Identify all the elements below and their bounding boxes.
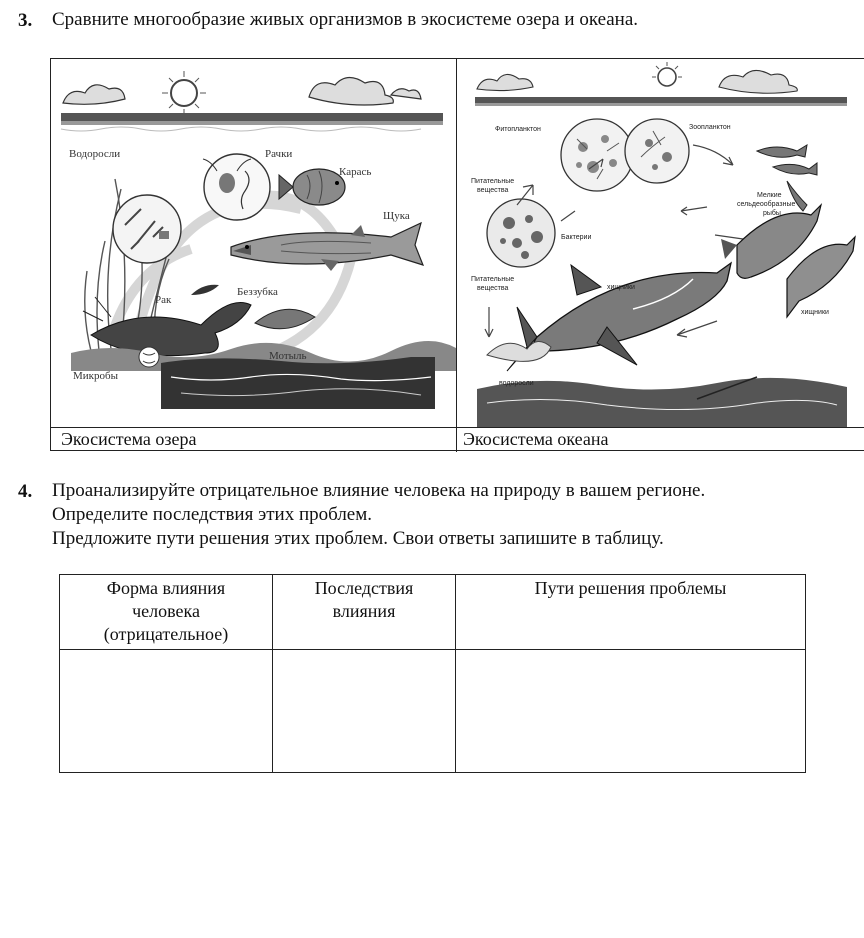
bacteria-magnified-icon bbox=[487, 199, 555, 267]
label-zooplankton: Зоопланктон bbox=[689, 124, 731, 131]
label-small-fish-c: рыбы bbox=[763, 210, 781, 217]
task-4-line-3: Предложите пути решения этих проблем. Свои ответы запишите в таблицу. bbox=[52, 528, 664, 549]
label-phytoplankton: Фитопланктон bbox=[495, 126, 541, 133]
label-pike: Щука bbox=[383, 210, 410, 222]
ocean-illustration-cell bbox=[457, 59, 864, 427]
label-bloodworm: Мотыль bbox=[269, 350, 307, 362]
microbes-icon bbox=[139, 347, 159, 367]
ecosystem-figure-table bbox=[50, 58, 864, 451]
answer-cell-consequences[interactable] bbox=[273, 650, 456, 773]
label-crucian: Карась bbox=[339, 166, 372, 178]
label-nutrients-1b: вещества bbox=[477, 187, 509, 194]
answer-table bbox=[59, 574, 806, 773]
caption-divider bbox=[456, 428, 457, 452]
label-crustaceans: Рачки bbox=[265, 148, 293, 160]
microorganisms-magnified-icon bbox=[113, 195, 181, 263]
lake-illustration bbox=[51, 59, 456, 427]
task-4-line-2: Определите последствия этих проблем. bbox=[52, 504, 373, 525]
label-small-fish-b: сельдеообразные bbox=[737, 201, 796, 208]
label-nutrients-1a: Питательные bbox=[471, 178, 515, 185]
zooplankton-magnified-icon bbox=[625, 119, 689, 183]
water-surface bbox=[475, 97, 847, 106]
task-4-number: 4. bbox=[18, 481, 33, 502]
header-impact-form-line-2: человека bbox=[132, 601, 200, 621]
header-impact-form bbox=[60, 575, 273, 650]
label-algae: Водоросли bbox=[69, 148, 121, 160]
label-small-fish-a: Мелкие bbox=[757, 192, 782, 199]
header-impact-form-line-3: (отрицательное) bbox=[103, 624, 229, 644]
header-consequences bbox=[273, 575, 456, 650]
header-impact-form-line-1: Форма влияния bbox=[106, 578, 226, 598]
header-solutions bbox=[456, 575, 806, 650]
label-predators-1: хищники bbox=[607, 284, 635, 291]
phytoplankton-magnified-icon bbox=[561, 119, 633, 191]
header-consequences-line-2: влияния bbox=[332, 601, 396, 621]
answer-cell-impact-form[interactable] bbox=[60, 650, 273, 773]
ocean-illustration bbox=[457, 59, 864, 427]
task-3-number: 3. bbox=[18, 10, 33, 31]
header-consequences-line-1: Последствия bbox=[314, 578, 414, 598]
ocean-caption: Экосистема океана bbox=[463, 429, 609, 449]
label-predators-2: хищники bbox=[801, 309, 829, 316]
label-nutrients-2b: вещества bbox=[477, 285, 509, 292]
label-bacteria: Бактерии bbox=[561, 234, 592, 241]
caption-row bbox=[51, 427, 864, 451]
lake-illustration-cell bbox=[51, 59, 457, 427]
answer-table-header-row bbox=[60, 575, 806, 650]
label-seaweed: водоросли bbox=[499, 380, 534, 387]
lake-caption: Экосистема озера bbox=[61, 429, 197, 449]
crustaceans-magnified-icon bbox=[203, 154, 270, 220]
label-microbes: Микробы bbox=[73, 370, 118, 382]
task-3-text: Сравните многообразие живых организмов в экосистеме озера и океана. bbox=[52, 9, 639, 30]
label-mussel: Беззубка bbox=[237, 286, 278, 298]
label-crayfish: Рак bbox=[155, 294, 172, 306]
header-solutions-text: Пути решения проблемы bbox=[534, 578, 727, 598]
label-nutrients-2a: Питательные bbox=[471, 276, 515, 283]
task-4-line-1: Проанализируйте отрицательное влияние человека на природу в вашем регионе. bbox=[52, 480, 706, 501]
answer-table-row bbox=[60, 650, 806, 773]
answer-cell-solutions[interactable] bbox=[456, 650, 806, 773]
